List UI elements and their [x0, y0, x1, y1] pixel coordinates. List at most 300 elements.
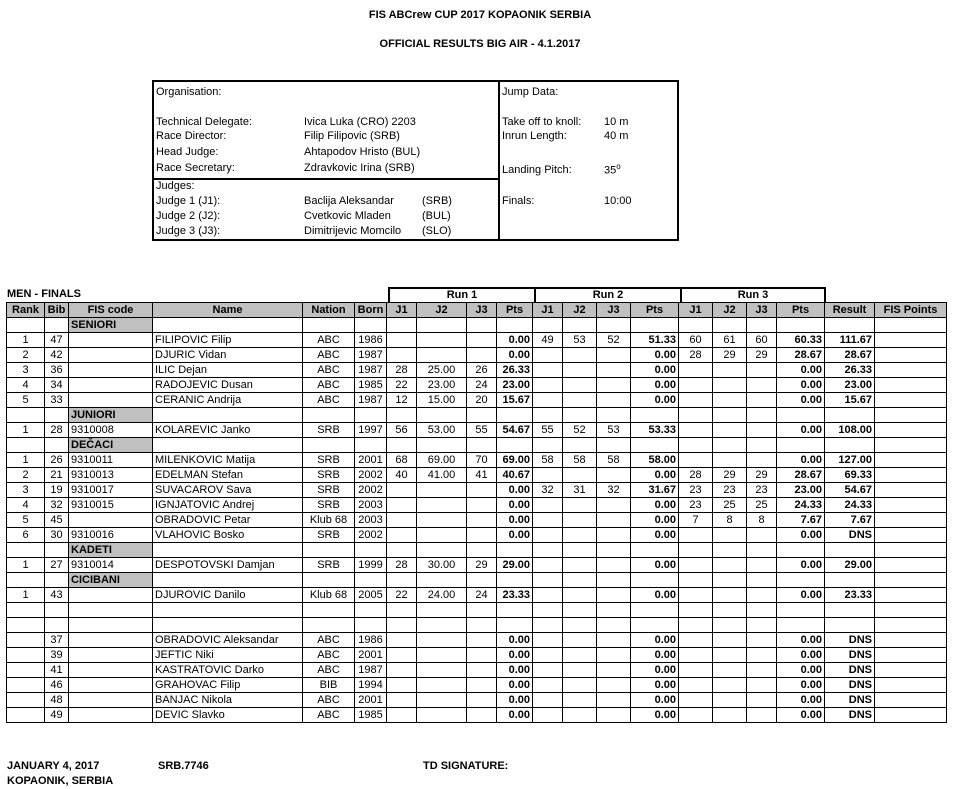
table-cell: SRB — [303, 483, 355, 498]
table-cell — [69, 678, 153, 693]
table-cell: 0.00 — [631, 708, 679, 723]
table-cell: 55 — [467, 423, 497, 438]
table-cell — [417, 438, 467, 453]
table-cell — [747, 633, 777, 648]
table-cell: SRB — [303, 528, 355, 543]
table-cell — [533, 438, 563, 453]
table-cell — [713, 693, 747, 708]
table-cell: 1 — [7, 558, 45, 573]
table-cell — [747, 393, 777, 408]
j2-label: Judge 2 (J2): — [156, 210, 221, 222]
table-cell — [679, 438, 713, 453]
table-cell: DJUROVIC Danilo — [153, 588, 303, 603]
table-cell: 70 — [467, 453, 497, 468]
table-cell — [875, 633, 947, 648]
table-cell — [387, 618, 417, 633]
category-row — [7, 543, 947, 558]
table-cell — [563, 393, 597, 408]
td-signature-label: TD SIGNATURE: — [423, 760, 509, 772]
table-cell — [387, 348, 417, 363]
judges-label: Judges: — [156, 180, 195, 192]
table-cell: 0.00 — [777, 363, 825, 378]
table-cell — [563, 708, 597, 723]
table-cell: 0.00 — [497, 708, 533, 723]
table-cell: 1 — [7, 588, 45, 603]
table-cell — [713, 648, 747, 663]
column-header: J1 — [533, 303, 563, 318]
table-cell — [387, 408, 417, 423]
td-label: Technical Delegate: — [156, 116, 253, 128]
table-cell: 29 — [467, 558, 497, 573]
table-cell — [387, 543, 417, 558]
table-cell — [777, 438, 825, 453]
table-cell — [679, 588, 713, 603]
table-cell — [387, 633, 417, 648]
table-cell: 26.33 — [497, 363, 533, 378]
table-cell — [875, 678, 947, 693]
table-cell — [45, 543, 69, 558]
table-cell: 0.00 — [631, 468, 679, 483]
table-cell: 1986 — [355, 633, 387, 648]
table-cell — [7, 543, 45, 558]
table-cell — [631, 573, 679, 588]
table-cell — [631, 318, 679, 333]
table-row — [7, 453, 947, 468]
table-cell — [69, 363, 153, 378]
table-cell: 0.00 — [497, 693, 533, 708]
table-cell: 32 — [533, 483, 563, 498]
table-cell — [747, 318, 777, 333]
table-cell — [875, 423, 947, 438]
table-cell: RADOJEVIC Dusan — [153, 378, 303, 393]
column-header: J3 — [597, 303, 631, 318]
table-cell — [747, 453, 777, 468]
table-row — [7, 708, 947, 723]
table-cell: 9310008 — [69, 423, 153, 438]
table-cell — [563, 318, 597, 333]
table-cell — [747, 528, 777, 543]
j1-nation: (SRB) — [422, 195, 452, 207]
table-cell — [417, 333, 467, 348]
table-cell — [563, 573, 597, 588]
table-cell: 46 — [45, 678, 69, 693]
table-cell — [467, 543, 497, 558]
table-cell: 41 — [45, 663, 69, 678]
table-cell — [825, 573, 875, 588]
table-cell — [417, 348, 467, 363]
table-cell: SRB — [303, 498, 355, 513]
table-cell — [7, 618, 45, 633]
table-cell — [679, 453, 713, 468]
table-cell — [387, 483, 417, 498]
table-cell — [355, 573, 387, 588]
table-cell: 12 — [387, 393, 417, 408]
hj-value: Ahtapodov Hristo (BUL) — [304, 146, 421, 158]
table-cell — [747, 588, 777, 603]
table-cell — [679, 573, 713, 588]
table-cell: ABC — [303, 363, 355, 378]
table-cell — [69, 648, 153, 663]
table-cell — [747, 363, 777, 378]
table-cell: 19 — [45, 483, 69, 498]
table-cell — [747, 408, 777, 423]
table-cell: 0.00 — [631, 558, 679, 573]
table-cell: 60 — [747, 333, 777, 348]
table-cell — [533, 393, 563, 408]
table-cell — [747, 648, 777, 663]
table-cell: 25 — [747, 498, 777, 513]
table-cell: 37 — [45, 633, 69, 648]
table-cell — [355, 603, 387, 618]
table-cell: ABC — [303, 333, 355, 348]
table-cell: 41.00 — [417, 468, 467, 483]
table-row — [7, 648, 947, 663]
column-header: FIS Points — [875, 303, 947, 318]
table-cell — [597, 468, 631, 483]
knoll-label: Take off to knoll: — [502, 116, 582, 128]
table-cell: 9310011 — [69, 453, 153, 468]
table-cell — [597, 693, 631, 708]
table-cell — [533, 513, 563, 528]
table-cell: DNS — [825, 693, 875, 708]
table-cell: ABC — [303, 708, 355, 723]
table-cell: 0.00 — [631, 498, 679, 513]
table-cell: 4 — [7, 378, 45, 393]
table-cell — [597, 648, 631, 663]
table-cell: MILENKOVIC Matija — [153, 453, 303, 468]
table-cell — [7, 648, 45, 663]
table-cell — [69, 663, 153, 678]
table-cell: 2 — [7, 348, 45, 363]
table-row — [7, 393, 947, 408]
table-cell: 2003 — [355, 498, 387, 513]
table-cell: 23.33 — [825, 588, 875, 603]
table-cell: 15.00 — [417, 393, 467, 408]
table-cell — [875, 513, 947, 528]
table-cell: 29.00 — [497, 558, 533, 573]
table-cell: 29 — [747, 468, 777, 483]
table-cell: 36 — [45, 363, 69, 378]
table-cell: 31 — [563, 483, 597, 498]
table-cell — [631, 408, 679, 423]
column-header: J1 — [387, 303, 417, 318]
table-cell: 0.00 — [777, 378, 825, 393]
table-cell: 9310016 — [69, 528, 153, 543]
table-cell — [747, 543, 777, 558]
table-cell — [563, 363, 597, 378]
table-cell — [597, 663, 631, 678]
table-cell — [713, 318, 747, 333]
table-cell: 0.00 — [631, 678, 679, 693]
table-row — [7, 528, 947, 543]
table-cell — [875, 483, 947, 498]
table-cell: 30 — [45, 528, 69, 543]
table-cell — [355, 543, 387, 558]
table-cell: 0.00 — [777, 633, 825, 648]
table-cell — [875, 693, 947, 708]
rd-label: Race Director: — [156, 130, 227, 142]
table-cell: 32 — [597, 483, 631, 498]
table-cell: 7 — [679, 513, 713, 528]
table-cell — [713, 453, 747, 468]
table-cell — [387, 693, 417, 708]
table-cell: 58 — [563, 453, 597, 468]
table-cell — [7, 603, 45, 618]
column-header: J3 — [747, 303, 777, 318]
table-cell — [533, 498, 563, 513]
table-cell — [713, 543, 747, 558]
column-header: J2 — [713, 303, 747, 318]
table-cell — [563, 348, 597, 363]
table-cell — [533, 408, 563, 423]
table-cell: CERANIC Andrija — [153, 393, 303, 408]
table-cell — [303, 543, 355, 558]
table-row — [7, 348, 947, 363]
table-cell: DJURIC Vidan — [153, 348, 303, 363]
table-cell: 0.00 — [631, 648, 679, 663]
table-cell — [713, 663, 747, 678]
pitch-value: 35$^o$ — [604, 162, 621, 177]
table-cell — [747, 663, 777, 678]
table-cell: 0.00 — [631, 528, 679, 543]
table-cell — [387, 513, 417, 528]
table-cell — [417, 678, 467, 693]
table-cell: KASTRATOVIC Darko — [153, 663, 303, 678]
table-cell — [69, 333, 153, 348]
table-cell — [713, 363, 747, 378]
table-cell: 54.67 — [497, 423, 533, 438]
table-cell: 2001 — [355, 693, 387, 708]
table-cell: ILIC Dejan — [153, 363, 303, 378]
table-cell — [631, 618, 679, 633]
table-cell: 7.67 — [825, 513, 875, 528]
table-cell: 0.00 — [497, 633, 533, 648]
organisation-label: Organisation: — [156, 86, 222, 98]
table-cell: 23 — [679, 498, 713, 513]
table-cell — [303, 573, 355, 588]
table-cell — [417, 408, 467, 423]
td-value: Ivica Luka (CRO) 2203 — [304, 116, 416, 128]
table-cell — [713, 708, 747, 723]
table-cell: 5 — [7, 513, 45, 528]
table-cell — [713, 393, 747, 408]
table-cell — [387, 438, 417, 453]
table-cell: SRB — [303, 558, 355, 573]
table-cell: 24.00 — [417, 588, 467, 603]
table-cell — [7, 408, 45, 423]
table-cell: 2001 — [355, 648, 387, 663]
table-cell: 28.67 — [825, 348, 875, 363]
table-cell: 0.00 — [777, 663, 825, 678]
table-cell: DNS — [825, 633, 875, 648]
table-cell — [467, 333, 497, 348]
table-cell: 28 — [387, 558, 417, 573]
table-cell — [777, 318, 825, 333]
table-cell: 52 — [597, 333, 631, 348]
table-cell — [417, 633, 467, 648]
table-cell — [153, 573, 303, 588]
table-cell: 25.00 — [417, 363, 467, 378]
table-cell — [497, 408, 533, 423]
table-cell — [825, 543, 875, 558]
table-cell: 15.67 — [497, 393, 533, 408]
table-cell: SUVACAROV Sava — [153, 483, 303, 498]
table-row — [7, 633, 947, 648]
table-cell — [303, 438, 355, 453]
table-cell — [875, 348, 947, 363]
table-cell — [497, 573, 533, 588]
table-cell: 2001 — [355, 453, 387, 468]
table-cell: DEVIC Slavko — [153, 708, 303, 723]
table-cell — [679, 378, 713, 393]
table-cell — [497, 603, 533, 618]
table-row — [7, 588, 947, 603]
table-cell — [387, 498, 417, 513]
table-cell — [533, 558, 563, 573]
table-cell: SRB — [303, 453, 355, 468]
table-cell — [679, 678, 713, 693]
table-cell — [679, 633, 713, 648]
table-cell — [45, 408, 69, 423]
table-cell — [417, 648, 467, 663]
column-header: Pts — [631, 303, 679, 318]
table-cell — [153, 438, 303, 453]
table-cell: 0.00 — [777, 588, 825, 603]
table-cell: 28 — [45, 423, 69, 438]
table-cell: 28 — [387, 363, 417, 378]
table-cell: 1994 — [355, 678, 387, 693]
rs-label: Race Secretary: — [156, 162, 235, 174]
table-cell — [597, 633, 631, 648]
table-cell — [7, 708, 45, 723]
table-cell: 28.67 — [777, 468, 825, 483]
table-cell — [679, 618, 713, 633]
table-cell: 53 — [563, 333, 597, 348]
table-cell — [597, 603, 631, 618]
table-cell: 47 — [45, 333, 69, 348]
table-cell: 2 — [7, 468, 45, 483]
table-cell — [533, 468, 563, 483]
table-cell: 40 — [387, 468, 417, 483]
hj-label: Head Judge: — [156, 146, 219, 158]
table-cell: 1 — [7, 333, 45, 348]
table-cell: 28.67 — [777, 348, 825, 363]
table-cell — [563, 498, 597, 513]
table-cell: 53.00 — [417, 423, 467, 438]
section-label: MEN - FINALS — [7, 288, 81, 300]
table-cell — [7, 693, 45, 708]
table-cell: 39 — [45, 648, 69, 663]
table-cell: ABC — [303, 378, 355, 393]
table-cell — [597, 708, 631, 723]
table-cell — [747, 693, 777, 708]
table-cell: 22 — [387, 588, 417, 603]
table-cell — [825, 438, 875, 453]
table-cell: 49 — [533, 333, 563, 348]
table-cell: OBRADOVIC Aleksandar — [153, 633, 303, 648]
table-cell — [563, 633, 597, 648]
table-cell — [597, 438, 631, 453]
table-cell — [597, 618, 631, 633]
table-cell: 1985 — [355, 378, 387, 393]
table-cell — [467, 678, 497, 693]
table-cell: 2002 — [355, 468, 387, 483]
table-cell: OBRADOVIC Petar — [153, 513, 303, 528]
table-cell — [597, 378, 631, 393]
table-cell — [69, 513, 153, 528]
inrun-value: 40 m — [604, 130, 629, 142]
table-cell — [875, 393, 947, 408]
table-cell — [563, 663, 597, 678]
column-header: Result — [825, 303, 875, 318]
table-cell: 6 — [7, 528, 45, 543]
table-cell — [875, 603, 947, 618]
table-cell: 0.00 — [631, 378, 679, 393]
table-cell — [69, 603, 153, 618]
table-cell: 0.00 — [631, 513, 679, 528]
table-cell — [679, 363, 713, 378]
table-cell — [875, 438, 947, 453]
table-cell — [563, 678, 597, 693]
table-cell — [875, 708, 947, 723]
table-cell: 0.00 — [497, 348, 533, 363]
table-cell: 43 — [45, 588, 69, 603]
table-cell: 23.00 — [497, 378, 533, 393]
table-cell: BIB — [303, 678, 355, 693]
table-cell — [679, 708, 713, 723]
table-cell: 24 — [467, 378, 497, 393]
table-cell — [69, 378, 153, 393]
table-cell — [875, 558, 947, 573]
table-cell — [533, 318, 563, 333]
table-cell: 0.00 — [497, 498, 533, 513]
table-cell — [563, 528, 597, 543]
table-cell: 55 — [533, 423, 563, 438]
table-cell: 15.67 — [825, 393, 875, 408]
table-cell — [467, 318, 497, 333]
table-cell: 25 — [713, 498, 747, 513]
j1-value: Baclija Aleksandar — [304, 195, 394, 207]
table-cell — [69, 588, 153, 603]
table-cell — [679, 558, 713, 573]
table-cell — [563, 603, 597, 618]
table-cell: JEFTIC Niki — [153, 648, 303, 663]
table-cell — [679, 528, 713, 543]
table-cell: 60.33 — [777, 333, 825, 348]
table-cell: 40.67 — [497, 468, 533, 483]
table-cell: 23.00 — [825, 378, 875, 393]
table-cell — [875, 408, 947, 423]
table-cell — [45, 438, 69, 453]
table-cell — [417, 603, 467, 618]
table-cell: DNS — [825, 528, 875, 543]
table-cell — [417, 483, 467, 498]
table-cell: 0.00 — [631, 393, 679, 408]
table-cell — [713, 408, 747, 423]
table-cell — [875, 498, 947, 513]
table-cell — [467, 498, 497, 513]
blank-row — [7, 618, 947, 633]
table-cell: 28 — [679, 468, 713, 483]
table-cell: DESPOTOVSKI Damjan — [153, 558, 303, 573]
table-cell — [7, 633, 45, 648]
table-cell: DNS — [825, 678, 875, 693]
category-row — [7, 573, 947, 588]
table-cell — [417, 663, 467, 678]
table-cell: 0.00 — [631, 363, 679, 378]
table-cell — [467, 603, 497, 618]
table-cell: 23.33 — [497, 588, 533, 603]
